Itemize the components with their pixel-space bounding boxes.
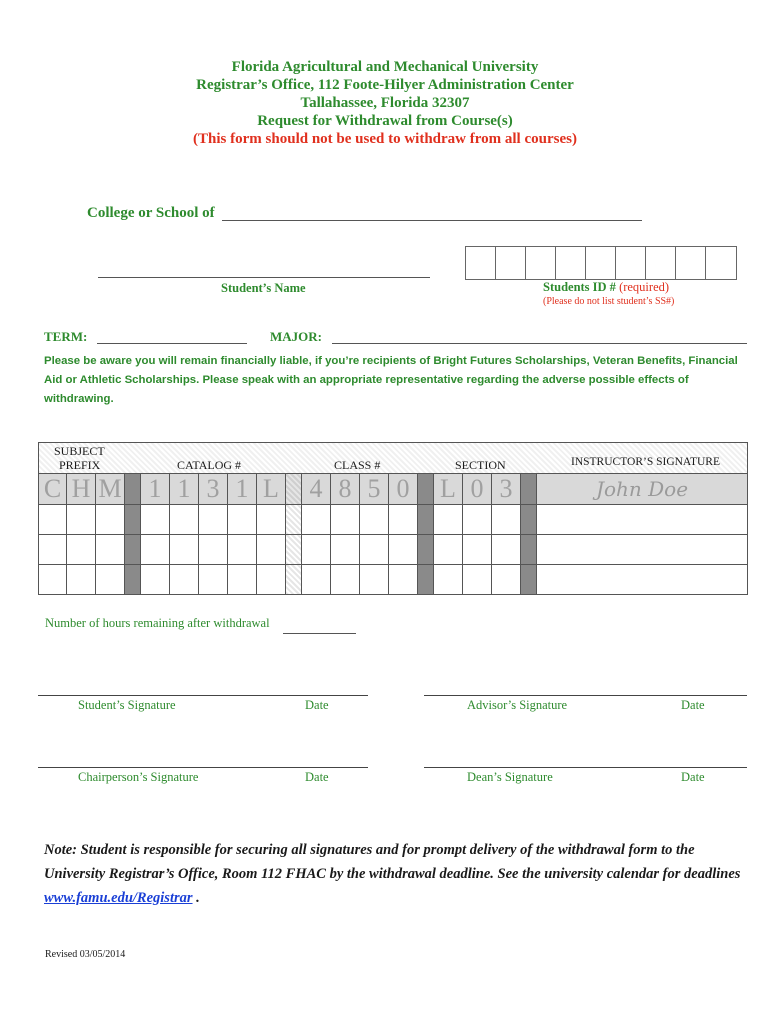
catalog-cell[interactable] — [170, 535, 199, 564]
header-subject: SUBJECT — [54, 444, 105, 458]
student-id-digit[interactable] — [466, 247, 496, 279]
student-name-label: Student’s Name — [221, 281, 306, 295]
advisor-date-label: Date — [681, 698, 705, 712]
hours-remaining-field[interactable] — [283, 633, 356, 634]
catalog-cell[interactable] — [228, 505, 257, 534]
student-id-note: (Please do not list student’s SS#) — [543, 296, 675, 307]
major-label: MAJOR: — [270, 329, 322, 344]
table-separator — [521, 474, 537, 504]
student-id-digit[interactable] — [706, 247, 736, 279]
class-cell: 8 — [331, 474, 360, 504]
table-separator — [418, 505, 434, 534]
table-separator — [286, 505, 302, 534]
student-id-label: Students ID # — [543, 280, 616, 294]
advisor-signature-line[interactable] — [424, 695, 747, 696]
registrar-link[interactable]: www.famu.edu/Registrar — [44, 890, 193, 906]
header-prefix: PREFIX — [59, 458, 101, 472]
university-name: Florida Agricultural and Mechanical University — [231, 59, 539, 75]
section-cell[interactable] — [434, 505, 463, 534]
revised-date: Revised 03/05/2014 — [45, 949, 126, 960]
note-paragraph — [44, 838, 744, 910]
prefix-cell[interactable] — [39, 535, 67, 564]
class-cell[interactable] — [389, 565, 418, 594]
student-id-digit[interactable] — [676, 247, 706, 279]
college-label: College or School of — [87, 205, 215, 221]
student-id-digit[interactable] — [496, 247, 526, 279]
catalog-cell: 1 — [141, 474, 170, 504]
hours-remaining-label: Number of hours remaining after withdrawal — [45, 616, 270, 630]
form-warning-subtitle: (This form should not be used to withdraw from all courses) — [193, 131, 577, 147]
class-cell[interactable] — [302, 535, 331, 564]
student-id-boxes — [465, 246, 737, 280]
section-cell[interactable] — [463, 535, 492, 564]
table-separator — [125, 565, 141, 594]
table-separator — [286, 474, 302, 504]
dean-signature-line[interactable] — [424, 767, 747, 768]
catalog-cell: 3 — [199, 474, 228, 504]
note-end: . — [192, 890, 200, 906]
class-cell[interactable] — [302, 565, 331, 594]
table-separator — [125, 474, 141, 504]
advisor-signature-label: Advisor’s Signature — [467, 698, 568, 712]
header-instructor: INSTRUCTOR’S SIGNATURE — [571, 456, 720, 468]
header-section: SECTION — [455, 458, 506, 472]
student-name-field[interactable] — [98, 277, 430, 278]
table-separator — [125, 535, 141, 564]
student-id-digit[interactable] — [586, 247, 616, 279]
student-id-digit[interactable] — [526, 247, 556, 279]
table-separator — [125, 505, 141, 534]
city-state: Tallahassee, Florida 32307 — [300, 95, 470, 111]
class-cell[interactable] — [302, 505, 331, 534]
student-id-required: (required) — [619, 280, 670, 294]
table-header — [39, 443, 747, 474]
table-separator — [521, 535, 537, 564]
student-date-label: Date — [305, 698, 329, 712]
form-title: Request for Withdrawal from Course(s) — [257, 113, 513, 129]
prefix-cell[interactable] — [39, 505, 67, 534]
student-id-label-row — [543, 280, 669, 295]
prefix-cell[interactable] — [96, 505, 125, 534]
section-cell[interactable] — [463, 505, 492, 534]
table-separator — [418, 474, 434, 504]
office-address: Registrar’s Office, 112 Foote-Hilyer Administration Center — [196, 77, 574, 93]
catalog-cell[interactable] — [257, 505, 286, 534]
catalog-cell[interactable] — [199, 505, 228, 534]
section-cell[interactable] — [434, 565, 463, 594]
table-separator — [286, 565, 302, 594]
catalog-cell[interactable] — [257, 535, 286, 564]
class-cell[interactable] — [331, 565, 360, 594]
student-signature-line[interactable] — [38, 695, 368, 696]
chairperson-signature-label: Chairperson’s Signature — [78, 770, 199, 784]
chairperson-date-label: Date — [305, 770, 329, 784]
section-cell[interactable] — [434, 535, 463, 564]
term-label: TERM: — [44, 329, 88, 344]
form-header — [0, 58, 770, 148]
college-field[interactable] — [222, 220, 642, 221]
dean-date-label: Date — [681, 770, 705, 784]
catalog-cell: L — [257, 474, 286, 504]
header-class: CLASS # — [334, 458, 381, 472]
class-cell[interactable] — [360, 565, 389, 594]
class-cell[interactable] — [389, 505, 418, 534]
section-cell: 3 — [492, 474, 521, 504]
term-field[interactable] — [97, 343, 247, 344]
course-table — [38, 442, 748, 595]
header-catalog: CATALOG # — [177, 458, 242, 472]
prefix-cell: H — [67, 474, 96, 504]
example-signature: John Doe — [595, 477, 689, 501]
class-cell[interactable] — [331, 535, 360, 564]
section-cell: L — [434, 474, 463, 504]
instructor-signature-cell — [537, 474, 747, 504]
section-cell: 0 — [463, 474, 492, 504]
dean-signature-label: Dean’s Signature — [467, 770, 553, 784]
class-cell[interactable] — [360, 505, 389, 534]
catalog-cell[interactable] — [199, 565, 228, 594]
class-cell[interactable] — [331, 505, 360, 534]
table-separator — [286, 535, 302, 564]
catalog-cell[interactable] — [141, 565, 170, 594]
student-id-digit[interactable] — [646, 247, 676, 279]
class-cell[interactable] — [360, 535, 389, 564]
table-row — [39, 565, 747, 594]
table-row-example — [39, 474, 747, 505]
catalog-cell[interactable] — [257, 565, 286, 594]
prefix-cell: C — [39, 474, 67, 504]
catalog-cell: 1 — [228, 474, 257, 504]
table-row — [39, 505, 747, 535]
section-cell[interactable] — [492, 535, 521, 564]
instructor-signature-cell[interactable] — [537, 535, 747, 564]
catalog-cell: 1 — [170, 474, 199, 504]
prefix-cell[interactable] — [96, 535, 125, 564]
catalog-cell[interactable] — [141, 535, 170, 564]
major-field[interactable] — [332, 343, 747, 344]
section-cell[interactable] — [492, 505, 521, 534]
table-row — [39, 535, 747, 565]
catalog-cell[interactable] — [170, 505, 199, 534]
catalog-cell[interactable] — [228, 535, 257, 564]
prefix-cell[interactable] — [96, 565, 125, 594]
instructor-signature-cell[interactable] — [537, 565, 747, 594]
catalog-cell[interactable] — [141, 505, 170, 534]
prefix-cell[interactable] — [67, 505, 96, 534]
class-cell: 0 — [389, 474, 418, 504]
catalog-cell[interactable] — [199, 535, 228, 564]
student-id-digit[interactable] — [616, 247, 646, 279]
class-cell: 5 — [360, 474, 389, 504]
section-cell[interactable] — [463, 565, 492, 594]
class-cell[interactable] — [389, 535, 418, 564]
prefix-cell[interactable] — [67, 565, 96, 594]
table-separator — [418, 535, 434, 564]
table-separator — [418, 565, 434, 594]
financial-warning: Please be aware you will remain financially liable, if you’re recipients of Bright Futures Scholarships, Veteran Benefits, Financial Aid or Athletic Scholarships. Please speak with an appropriate representative regarding the adverse possible effects of withdrawing. — [44, 355, 738, 405]
table-separator — [521, 565, 537, 594]
student-id-digit[interactable] — [556, 247, 586, 279]
catalog-cell[interactable] — [228, 565, 257, 594]
chairperson-signature-line[interactable] — [38, 767, 368, 768]
student-signature-label: Student’s Signature — [78, 698, 176, 712]
prefix-cell[interactable] — [67, 535, 96, 564]
note-text: Note: Student is responsible for securing all signatures and for prompt delivery of the withdrawal form to the University Registrar’s Office, Room 112 FHAC by the withdrawal deadline. See the university calendar for deadlines — [44, 842, 741, 882]
section-cell[interactable] — [492, 565, 521, 594]
catalog-cell[interactable] — [170, 565, 199, 594]
prefix-cell: M — [96, 474, 125, 504]
table-separator — [521, 505, 537, 534]
class-cell: 4 — [302, 474, 331, 504]
prefix-cell[interactable] — [39, 565, 67, 594]
instructor-signature-cell[interactable] — [537, 505, 747, 534]
